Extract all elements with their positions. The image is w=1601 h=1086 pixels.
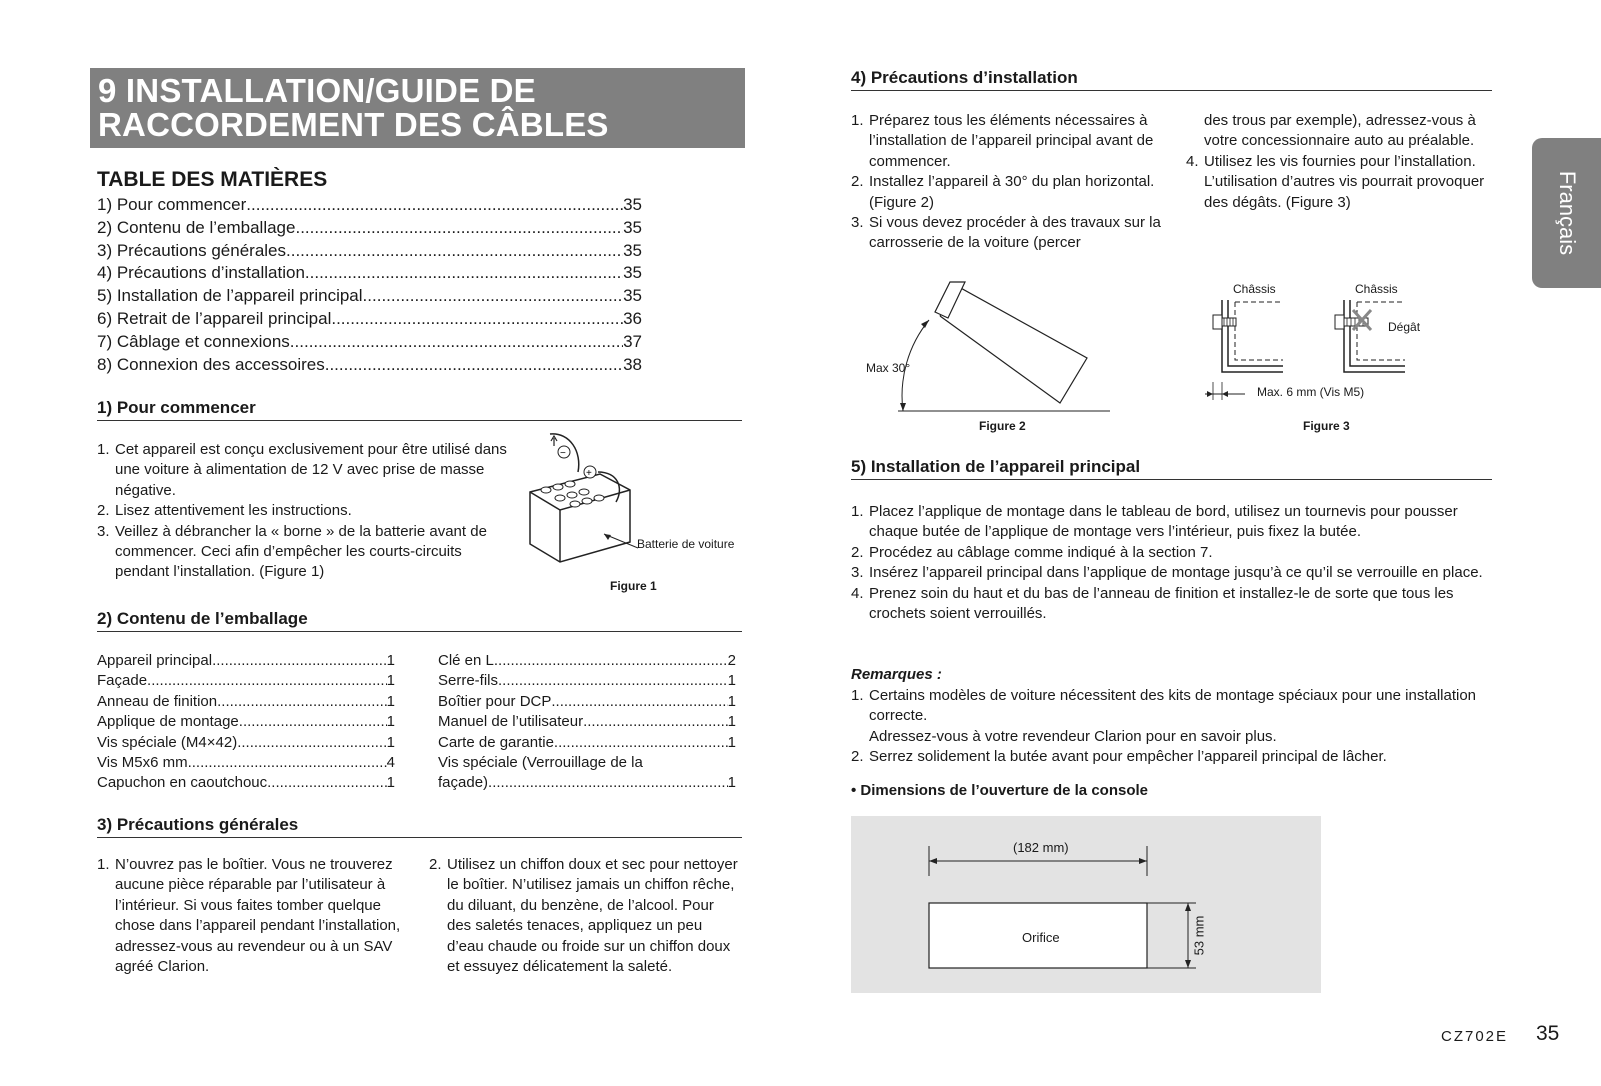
console-dimension-lines	[851, 816, 1321, 993]
toc-item: 3) Précautions générales ..... 35	[97, 240, 642, 263]
list-item: 1. Certains modèles de voiture nécessitent des kits de montage spéciaux pour une installation correcte.	[851, 687, 1477, 725]
toc-item: 8) Connexion des accessoires ..... 38	[97, 354, 642, 377]
svg-text:−: −	[560, 448, 566, 459]
language-tab	[1532, 138, 1601, 288]
list-item-line: Vis spéciale (Verrouillage de la	[438, 754, 643, 772]
toc-item: 4) Précautions d’installation ..... 35	[97, 262, 642, 285]
figure-2-caption: Figure 2	[979, 419, 1026, 433]
chapter-banner	[90, 68, 745, 148]
s4-right-column	[1182, 111, 1492, 213]
remarks-list	[851, 686, 1496, 727]
figure-3-caption: Figure 3	[1303, 419, 1350, 433]
list-item: Applique de montage ..... 1	[97, 712, 395, 732]
s3-list-left	[97, 855, 402, 977]
console-dimensions-title: • Dimensions de l’ouverture de la console	[851, 782, 1148, 799]
list-item: Carte de garantie ..... 1	[438, 733, 736, 753]
package-list-right	[438, 651, 736, 794]
section-heading-pour-commencer: 1) Pour commencer	[97, 398, 742, 421]
s3-list-right	[429, 855, 739, 977]
chapter-title-line1: 9 INSTALLATION/GUIDE DE	[98, 72, 536, 109]
damage-label: Dégât	[1388, 320, 1421, 334]
remarks-note: Adressez-vous à votre revendeur Clarion pour en savoir plus.	[869, 727, 1277, 745]
orifice-label: Orifice	[1022, 930, 1060, 945]
chassis-label-2: Châssis	[1355, 282, 1398, 296]
list-item: 3. Si vous devez procéder à des travaux sur la carrosserie de la voiture (percer	[851, 214, 1161, 252]
list-item: Boîtier pour DCP ..... 1	[438, 692, 736, 712]
footer-model: CZ702E	[1441, 1028, 1509, 1045]
toc-item: 7) Câblage et connexions ..... 37	[97, 331, 642, 354]
remarks-list-2	[851, 747, 1496, 767]
console-dimensions-diagram	[851, 816, 1321, 993]
list-item: 1. Cet appareil est conçu exclusivement pour être utilisé dans une voiture à alimentation de 12 V avec prise de masse négative.	[97, 441, 507, 499]
list-item: Appareil principal ..... 1	[97, 651, 395, 671]
battery-illustration	[520, 432, 640, 572]
footer-page-number: 35	[1536, 1022, 1560, 1045]
list-item: 2. Lisez attentivement les instructions.	[97, 502, 352, 520]
section-heading-contenu: 2) Contenu de l’emballage	[97, 609, 742, 632]
table-of-contents	[97, 194, 642, 376]
toc-item: 5) Installation de l’appareil principal ..... 35	[97, 285, 642, 308]
list-item: 2. Installez l’appareil à 30° du plan horizontal. (Figure 2)	[851, 173, 1155, 211]
figure-1-caption: Figure 1	[610, 579, 657, 593]
language-tab-label: Français	[1554, 170, 1580, 256]
s4-list-left	[851, 111, 1161, 254]
toc-item: 1) Pour commencer ..... 35	[97, 194, 642, 217]
section-heading-precautions-generales: 3) Précautions générales	[97, 815, 742, 838]
console-width-label: (182 mm)	[1013, 840, 1069, 855]
list-item: 4. Prenez soin du haut et du bas de l’anneau de finition et installez-le de sorte que tous les crochets soient verrouillés.	[851, 584, 1454, 623]
section-heading-precautions-installation: 4) Précautions d’installation	[851, 68, 1492, 91]
list-item: 3. Insérez l’appareil principal dans l’applique de montage jusqu’à ce qu’il se verrouille en place.	[851, 564, 1483, 582]
section-heading-installation-appareil: 5) Installation de l’appareil principal	[851, 457, 1492, 480]
remarks-title: Remarques :	[851, 666, 942, 683]
list-item: 1. Préparez tous les éléments nécessaires à l’installation de l’appareil principal avant de commencer.	[851, 112, 1154, 170]
list-item: Serre-fils ..... 1	[438, 671, 736, 691]
toc-title: TABLE DES MATIÈRES	[97, 168, 328, 191]
list-item: 1. Placez l’applique de montage dans le tableau de bord, utilisez un tournevis pour pousser chaque butée de l’applique de montage vers l’intérieur, puis fixez la butée.	[851, 503, 1458, 541]
chassis-label-1: Châssis	[1233, 282, 1276, 296]
list-item: façade) ..... 1	[438, 773, 736, 793]
s4-list-right	[1182, 152, 1492, 172]
list-item: 1. N’ouvrez pas le boîtier. Vous ne trouverez aucune pièce réparable par l’utilisateur à l’intérieur. Si vous faites tomber quelque chose dans l’appareil pendant l’installation, adressez-vous au revendeur ou à un SAV agréé Clarion.	[97, 856, 401, 976]
toc-item: 2) Contenu de l’emballage ..... 35	[97, 217, 642, 240]
remarks-block	[851, 686, 1496, 768]
figure-2-angle-diagram	[865, 278, 1115, 418]
list-item: 2. Serrez solidement la butée avant pour empêcher l’appareil principal de lâcher.	[851, 748, 1387, 766]
chapter-title-line2: RACCORDEMENT DES CÂBLES	[98, 106, 609, 143]
battery-pointer	[600, 530, 640, 550]
list-item: Capuchon en caoutchouc ..... 1	[97, 773, 395, 793]
console-height-label: 53 mm	[1191, 915, 1207, 956]
list-item: Anneau de finition ..... 1	[97, 692, 395, 712]
list-item: Clé en L ..... 2	[438, 651, 736, 671]
svg-text:+: +	[586, 468, 592, 479]
s1-list	[97, 440, 517, 583]
list-item: Vis M5x6 mm ..... 4	[97, 753, 395, 773]
list-item: 2. Procédez au câblage comme indiqué à la section 7.	[851, 543, 1213, 561]
list-item: 4. Utilisez les vis fournies pour l’installation.	[1186, 152, 1476, 170]
s5-list	[851, 502, 1496, 624]
list-item: 2. Utilisez un chiffon doux et sec pour nettoyer le boîtier. N’utilisez jamais un chiffon rêche, du diluant, du benzène, de l’alcool. Pour des saletés tenaces, appliquez un peu d’eau chaude ou froide sur un chiffon doux et essuyez délicatement la saleté.	[429, 856, 738, 976]
max-angle-label: Max 30°	[866, 361, 911, 375]
list-item: 3. Veillez à débrancher la « borne » de la batterie avant de commencer. Ceci afin d’empêcher les courts-circuits pendant l’installation. (Figure 1)	[97, 522, 487, 581]
list-item: Façade ..... 1	[97, 671, 395, 691]
s4-note: L’utilisation d’autres vis pourrait provoquer des dégâts. (Figure 3)	[1204, 173, 1485, 211]
battery-label: Batterie de voiture	[637, 537, 735, 551]
max-screw-label: Max. 6 mm (Vis M5)	[1257, 385, 1365, 399]
s4-item3-continued: des trous par exemple), adressez-vous à votre concessionnaire auto au préalable.	[1204, 112, 1476, 150]
toc-item: 6) Retrait de l’appareil principal ..... 36	[97, 308, 642, 331]
list-item: Manuel de l’utilisateur ..... 1	[438, 712, 736, 732]
list-item: Vis spéciale (M4×42) ..... 1	[97, 733, 395, 753]
package-list-left	[97, 651, 395, 794]
